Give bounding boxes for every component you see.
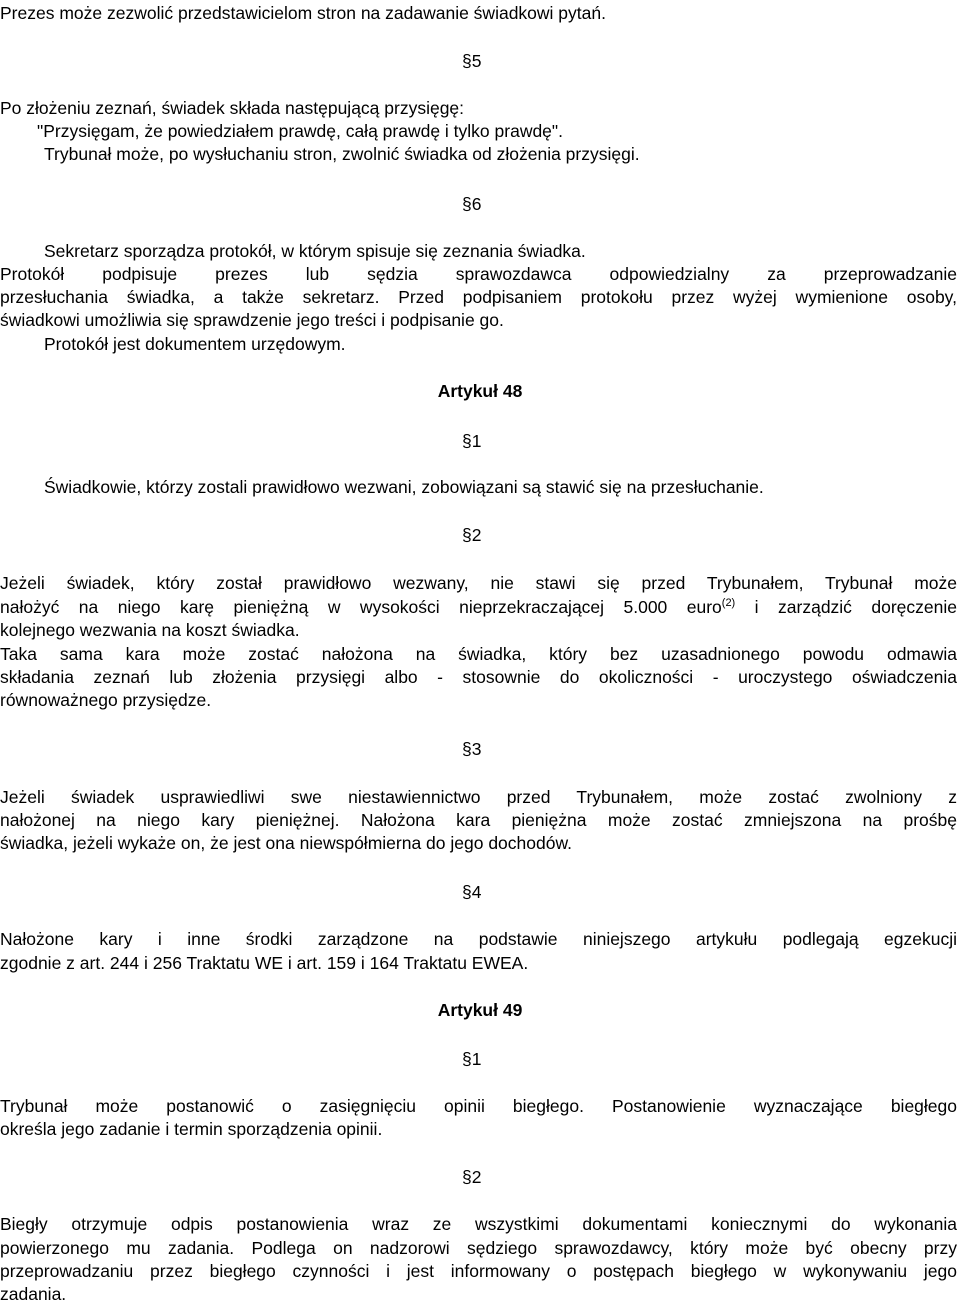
text-line: nałożyć na niego karę pieniężną w wysokości nieprzekraczającej 5.000 euro$^{(2)}$ i zarządzić doręczenie [0, 597, 957, 617]
text-line: Protokół podpisuje prezes lub sędzia sprawozdawca odpowiedzialny za przeprowadzanie [0, 264, 957, 284]
section-sign-icon: § [462, 525, 472, 545]
text-line: Świadkowie, którzy zostali prawidłowo wezwani, zobowiązani są stawić się na przesłuchanie. [44, 477, 764, 497]
text-line: nałożonej na niego kary pieniężnej. Nałożona kara pieniężna może zostać zmniejszona na prośbę [0, 810, 957, 830]
section-sign-icon: § [462, 1049, 472, 1069]
section-sign-icon: § [462, 1167, 472, 1187]
oath-text: "Przysięgam, że powiedziałem prawdę, całą prawdę i tylko prawdę". [37, 121, 563, 141]
section-sign-icon: § [462, 431, 472, 451]
section-number [462, 1166, 481, 1188]
section-number [462, 193, 481, 215]
section-number-value: 2 [471, 525, 482, 545]
text-line: Protokół jest dokumentem urzędowym. [44, 334, 346, 354]
text-line: świadka, jeżeli wykaże on, że jest ona niewspółmierna do jego dochodów. [0, 833, 572, 853]
article-heading: Artykuł 48 [437, 381, 523, 401]
section-sign-icon: § [462, 739, 472, 759]
section-number [462, 430, 481, 452]
section-number-value: 4 [471, 882, 482, 902]
section-sign-icon: § [462, 882, 472, 902]
text-line: kolejnego wezwania na koszt świadka. [0, 620, 300, 640]
text-line: Jeżeli świadek, który został prawidłowo wezwany, nie stawi się przed Trybunałem, Trybunał może [0, 573, 957, 593]
text-line: składania zeznań lub złożenia przysięgi albo - stosownie do okoliczności - uroczystego oświadczenia [0, 667, 957, 687]
article-heading: Artykuł 49 [437, 1000, 523, 1020]
text-line: przeprowadzaniu przez biegłego czynności i jest informowany o postępach biegłego w wykonywaniu jego [0, 1261, 957, 1281]
section-number [462, 524, 481, 546]
text-line: Prezes może zezwolić przedstawicielom stron na zadawanie świadkowi pytań. [0, 3, 606, 23]
text-line: Nałożone kary i inne środki zarządzone na podstawie niniejszego artykułu podlegają egzekucji [0, 929, 957, 949]
section-number-value: 5 [471, 51, 482, 71]
section-number [462, 1048, 481, 1070]
text-line: Sekretarz sporządza protokół, w którym spisuje się zeznania świadka. [44, 241, 586, 261]
section-number-value: 2 [471, 1167, 482, 1187]
text-line: Po złożeniu zeznań, świadek składa następującą przysięgę: [0, 98, 465, 118]
section-number-value: 3 [471, 739, 482, 759]
text-line: zadania. [0, 1284, 67, 1304]
text-line: przesłuchania świadka, a także sekretarz. Przed podpisaniem protokołu przez wyżej wymienione osoby, [0, 287, 957, 307]
section-number-value: 6 [471, 194, 482, 214]
text-line: zgodnie z art. 244 i 256 Traktatu WE i art. 159 i 164 Traktatu EWEA. [0, 953, 529, 973]
text-line: Jeżeli świadek usprawiedliwi swe niestawiennictwo przed Trybunałem, może zostać zwolniony z [0, 787, 957, 807]
text-line: świadkowi umożliwia się sprawdzenie jego treści i podpisanie go. [0, 310, 504, 330]
text-line: powierzonego mu zadania. Podlega on nadzorowi sędziego sprawozdawcy, który może być obecny przy [0, 1238, 957, 1258]
section-sign-icon: § [462, 51, 472, 71]
text-line: Trybunał może postanowić o zasięgnięciu opinii biegłego. Postanowienie wyznaczające biegłego [0, 1096, 957, 1116]
text-line: Taka sama kara może zostać nałożona na świadka, który bez uzasadnionego powodu odmawia [0, 644, 957, 664]
section-number [462, 881, 481, 903]
footnote-ref: (2) [721, 597, 736, 609]
section-number [462, 738, 481, 760]
text-line: Biegły otrzymuje odpis postanowienia wraz ze wszystkimi dokumentami koniecznymi do wykonania [0, 1214, 957, 1234]
text-line: Trybunał może, po wysłuchaniu stron, zwolnić świadka od złożenia przysięgi. [44, 144, 640, 164]
section-number-value: 1 [471, 431, 482, 451]
text-line: równoważnego przysiędze. [0, 690, 212, 710]
text-line: określa jego zadanie i termin sporządzenia opinii. [0, 1119, 383, 1139]
section-number [462, 50, 481, 72]
section-sign-icon: § [462, 194, 472, 214]
section-number-value: 1 [471, 1049, 482, 1069]
